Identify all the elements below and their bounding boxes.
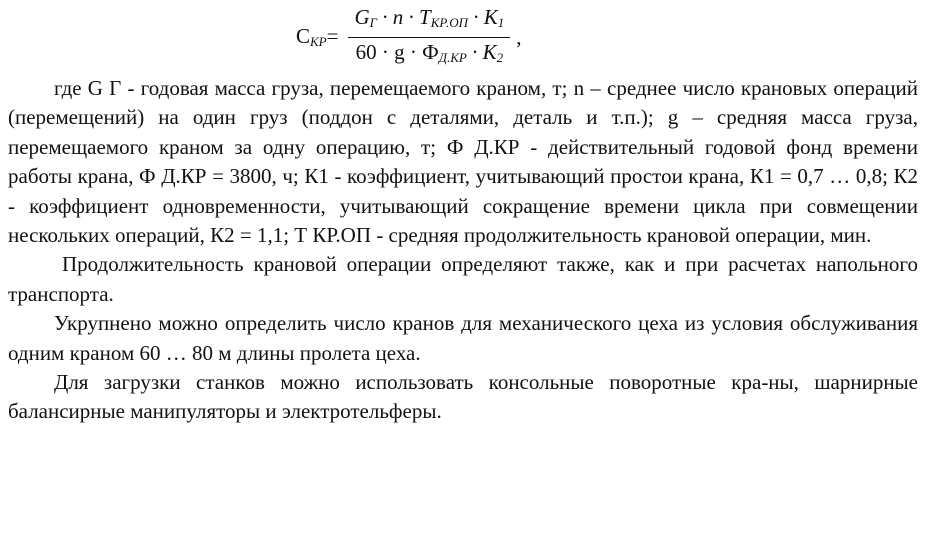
num-rest xyxy=(382,5,468,29)
den-k xyxy=(472,40,503,64)
paragraph-enlarged: Укрупнено можно определить число кранов для механического цеха из условия обслуживания одним краном 60 … 80 м длины пролета цеха. xyxy=(8,311,918,365)
num-k-symbol: · K xyxy=(473,4,498,29)
num-g-symbol: G xyxy=(354,4,370,29)
formula-numerator xyxy=(348,3,510,38)
num-t-sub: КР.ОП xyxy=(430,14,469,30)
den-k-sub: 2 xyxy=(496,49,504,65)
num-rest-text: · n · T xyxy=(382,4,431,29)
formula-lhs-subscript: КР xyxy=(310,34,327,49)
paragraph-duration: Продолжительность крановой операции определяют также, как и при расчетах напольного транспорта. xyxy=(8,252,918,306)
formula-fraction xyxy=(348,3,510,72)
formula-denominator xyxy=(350,38,509,72)
den-k-symbol: · K xyxy=(472,39,497,64)
formula-lhs xyxy=(296,24,338,50)
num-k-sub: 1 xyxy=(497,14,505,30)
den-f-text: 60 · g · Ф xyxy=(355,39,439,64)
num-g xyxy=(354,5,377,29)
paragraph-definitions: где G Г - годовая масса груза, перемещаемого краном, т; n – среднее число крановых операций (перемещений) на один груз (поддон с деталями, деталь и т.п.); g – средняя масса груза, перемещаемого краном за одну операцию, т; Ф Д.КР - действительный годовой фонд времени работы крана, Ф Д.КР = 3800, ч; К1 - коэффициент, учитывающий простои крана, К1 = 0,7 … 0,8; К2 - коэффициент одновременности, учитывающий сокращение времени цикла при совмещении нескольких операций, К2 = 1,1; Т КР.ОП - средняя продолжительность крановой операции, мин. xyxy=(8,76,918,248)
formula-equals: = xyxy=(326,24,339,48)
body-text xyxy=(8,74,918,427)
num-k xyxy=(473,5,504,29)
formula-trailing-comma: , xyxy=(516,24,522,49)
den-f xyxy=(356,40,467,64)
paragraph-loading: Для загрузки станков можно использовать консольные поворотные кра-ны, шарнирные балансирные манипуляторы и электротельферы. xyxy=(8,370,918,424)
den-f-sub: Д.КР xyxy=(438,49,467,65)
formula-lhs-symbol: С xyxy=(296,24,311,48)
crane-count-formula xyxy=(296,2,522,72)
num-g-sub: Г xyxy=(369,14,378,30)
